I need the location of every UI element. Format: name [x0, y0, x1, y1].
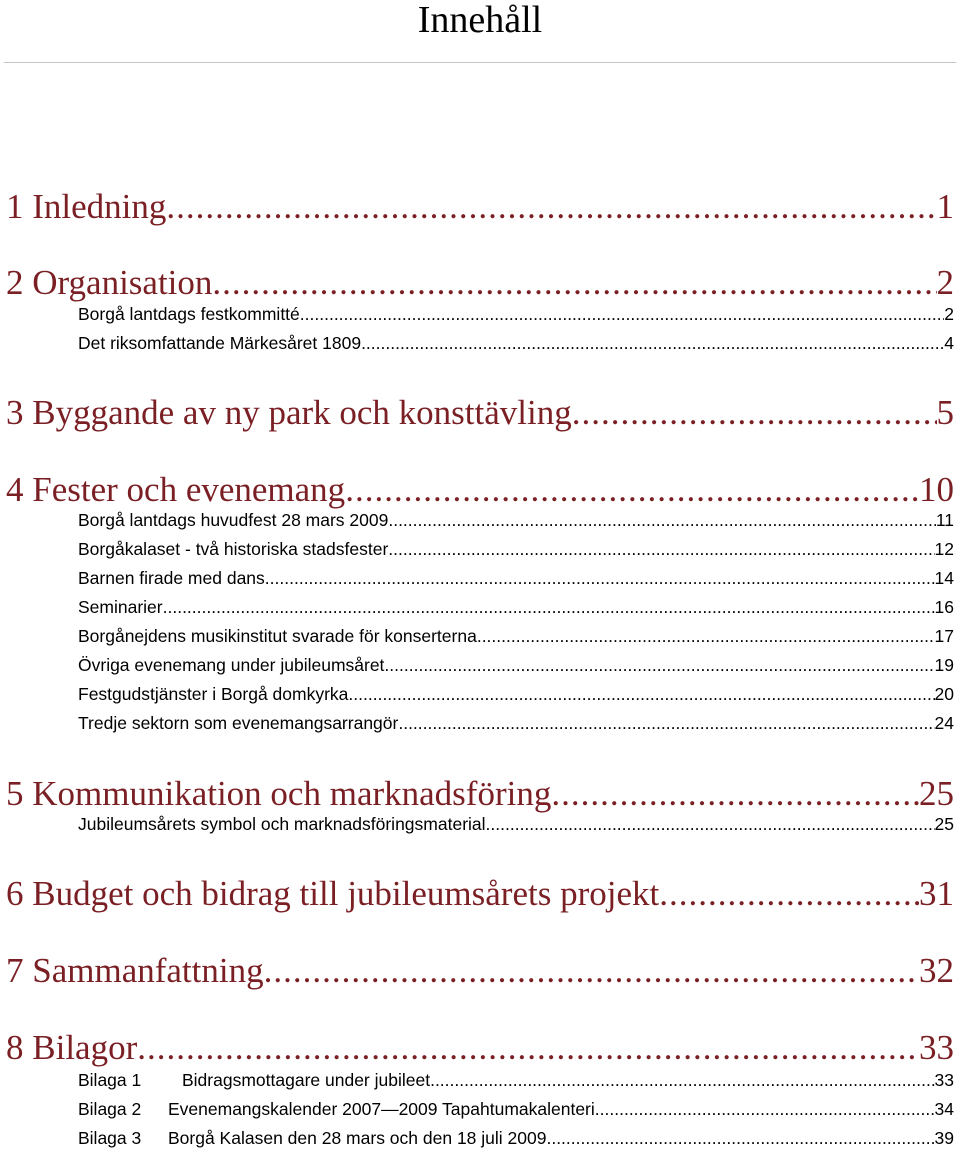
toc-entry-kommunikation[interactable]	[6, 774, 954, 814]
toc-label: Tredje sektorn som evenemangsarrangör	[78, 713, 399, 733]
toc-leader	[551, 774, 919, 814]
toc-label: 6 Budget och bidrag till jubileumsårets projekt	[6, 874, 660, 913]
toc-page-number: 11	[935, 510, 954, 530]
toc-page-number: 24	[934, 713, 954, 733]
toc-leader	[166, 187, 936, 227]
title-divider	[4, 62, 956, 63]
toc-entry-bilagor[interactable]	[6, 1028, 954, 1068]
toc-page-number: 1	[936, 187, 954, 226]
toc-leader	[212, 263, 936, 303]
toc-label: Borgå lantdags festkommitté	[78, 304, 300, 324]
toc-page-number: 25	[934, 814, 954, 834]
toc-prefix: Bilaga 3	[78, 1128, 142, 1148]
toc-label: 1 Inledning	[6, 187, 167, 226]
toc-entry-barnen[interactable]	[78, 567, 954, 589]
toc-prefix: Bilaga 1	[78, 1070, 142, 1090]
toc-entry-markesaret[interactable]	[78, 332, 954, 354]
toc-entry-musikinstitut[interactable]	[78, 625, 954, 647]
toc-leader	[486, 813, 935, 835]
toc-label: Borgåkalaset - två historiska stadsfester	[78, 539, 389, 559]
toc-leader	[300, 303, 944, 325]
toc-entry-seminarier[interactable]	[78, 596, 954, 618]
toc-label: Det riksomfattande Märkesåret 1809	[78, 333, 362, 353]
toc-page-number: 31	[919, 874, 954, 913]
toc-entry-fester[interactable]	[6, 470, 954, 510]
toc-prefix: Bilaga 2	[78, 1099, 142, 1119]
toc-entry-huvudfest[interactable]	[78, 509, 954, 531]
toc-leader	[430, 1069, 934, 1091]
toc-page-number: 10	[919, 470, 954, 509]
toc-entry-sammanfattning[interactable]	[6, 951, 954, 991]
toc-label: Festgudstjänster i Borgå domkyrka	[78, 684, 349, 704]
toc-page-number: 33	[934, 1070, 954, 1090]
toc-entry-borgakalaset[interactable]	[78, 538, 954, 560]
toc-label: Seminarier	[78, 597, 163, 617]
toc-leader	[546, 1127, 934, 1149]
toc-title: Borgå Kalasen den 28 mars och den 18 juli 2009	[168, 1128, 547, 1148]
toc-page-number: 34	[934, 1099, 954, 1119]
toc-leader	[265, 567, 935, 589]
toc-label: 8 Bilagor	[6, 1028, 138, 1067]
toc-page-number: 32	[919, 951, 954, 990]
toc-leader	[595, 1098, 935, 1120]
toc-entry-festgudstjanster[interactable]	[78, 683, 954, 705]
toc-leader	[659, 874, 919, 914]
toc-leader	[388, 509, 935, 531]
toc-page-number: 14	[934, 568, 954, 588]
toc-label: Jubileumsårets symbol och marknadsföringsmaterial	[78, 814, 486, 834]
toc-leader	[572, 393, 937, 433]
toc-entry-bilaga-3[interactable]	[78, 1127, 954, 1149]
toc-page-number: 19	[934, 655, 954, 675]
toc-leader	[264, 951, 919, 991]
toc-label	[78, 1127, 546, 1149]
toc-label: Övriga evenemang under jubileumsåret	[78, 655, 385, 675]
toc-page-number: 2	[936, 263, 954, 302]
toc-page-number: 20	[934, 684, 954, 704]
toc-page-number: 17	[934, 626, 954, 646]
toc-page-number: 2	[944, 304, 954, 324]
toc-leader	[137, 1028, 919, 1068]
toc-entry-organisation[interactable]	[6, 263, 954, 303]
toc-entry-symbol[interactable]	[78, 813, 954, 835]
toc-label: Barnen firade med dans	[78, 568, 265, 588]
toc-entry-bilaga-2[interactable]	[78, 1098, 954, 1120]
toc-page-number: 16	[934, 597, 954, 617]
toc-leader	[388, 538, 934, 560]
toc-leader	[398, 712, 934, 734]
toc-entry-byggande[interactable]	[6, 393, 954, 433]
toc-title: Evenemangskalender 2007—2009 Tapahtumakalenteri	[168, 1099, 595, 1119]
toc-leader	[345, 470, 919, 510]
toc-page-number: 25	[919, 774, 954, 813]
toc-page-number: 33	[919, 1028, 954, 1067]
toc-leader	[477, 625, 935, 647]
toc-label	[78, 1098, 595, 1120]
toc-leader	[384, 654, 934, 676]
toc-leader	[361, 332, 944, 354]
toc-label	[78, 1069, 430, 1091]
toc-label: 5 Kommunikation och marknadsföring	[6, 774, 552, 813]
toc-page-number: 39	[934, 1128, 954, 1148]
page-title: Innehåll	[417, 0, 543, 41]
toc-entry-tredje-sektorn[interactable]	[78, 712, 954, 734]
toc-label: Borgå lantdags huvudfest 28 mars 2009	[78, 510, 389, 530]
toc-page-number: 12	[934, 539, 954, 559]
toc-page-number: 4	[944, 333, 954, 353]
toc-leader	[348, 683, 934, 705]
toc-label: 4 Fester och evenemang	[6, 470, 346, 509]
toc-title: Bidragsmottagare under jubileet	[182, 1070, 431, 1090]
toc-entry-ovriga-evenemang[interactable]	[78, 654, 954, 676]
toc-label: Borgånejdens musikinstitut svarade för konserterna	[78, 626, 477, 646]
toc-page-number: 5	[936, 393, 954, 432]
toc-leader	[163, 596, 935, 618]
toc-label: 2 Organisation	[6, 263, 213, 302]
toc-entry-budget[interactable]	[6, 874, 954, 914]
toc-label: 7 Sammanfattning	[6, 951, 264, 990]
toc-entry-festkommitte[interactable]	[78, 303, 954, 325]
toc-entry-bilaga-1[interactable]	[78, 1069, 954, 1091]
toc-label: 3 Byggande av ny park och konsttävling	[6, 393, 572, 432]
toc-entry-inledning[interactable]	[6, 187, 954, 227]
